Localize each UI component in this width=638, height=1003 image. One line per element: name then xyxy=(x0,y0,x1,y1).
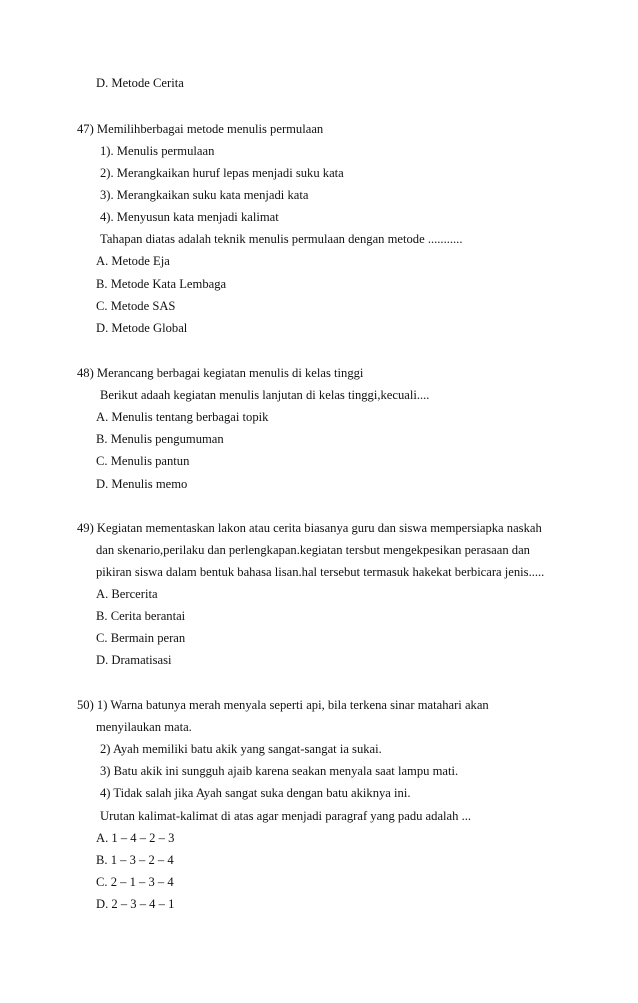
question-49-line: dan skenario,perilaku dan perlengkapan.kegiatan tersbut mengekpesikan perasaan dan xyxy=(96,543,530,557)
question-50-item: 2) Ayah memiliki batu akik yang sangat-sangat ia sukai. xyxy=(100,742,382,756)
question-50-option-b: B. 1 – 3 – 2 – 4 xyxy=(96,853,174,867)
question-49-option-d: D. Dramatisasi xyxy=(96,653,172,667)
question-50-item: 3) Batu akik ini sungguh ajaib karena seakan menyala saat lampu mati. xyxy=(100,764,459,778)
question-47-item: 1). Menulis permulaan xyxy=(100,144,215,158)
question-49-option-a: A. Bercerita xyxy=(96,587,158,601)
question-47-prompt: Tahapan diatas adalah teknik menulis permulaan dengan metode ........... xyxy=(100,232,463,246)
question-50-option-d: D. 2 – 3 – 4 – 1 xyxy=(96,897,175,911)
question-50-option-a: A. 1 – 4 – 2 – 3 xyxy=(96,831,175,845)
question-48-option-b: B. Menulis pengumuman xyxy=(96,432,224,446)
question-49-line: pikiran siswa dalam bentuk bahasa lisan.hal tersebut termasuk hakekat berbicara jenis..... xyxy=(96,565,545,579)
question-47-item: 4). Menyusun kata menjadi kalimat xyxy=(100,210,279,224)
question-50-option-c: C. 2 – 1 – 3 – 4 xyxy=(96,875,174,889)
question-48-prompt: Berikut adaah kegiatan menulis lanjutan di kelas tinggi,kecuali.... xyxy=(100,388,430,402)
question-47-item: 3). Merangkaikan suku kata menjadi kata xyxy=(100,188,309,202)
question-49-title: 49) Kegiatan mementaskan lakon atau cerita biasanya guru dan siswa mempersiapka naskah xyxy=(77,521,542,535)
question-50-title-continued: menyilaukan mata. xyxy=(96,720,192,734)
question-48-option-a: A. Menulis tentang berbagai topik xyxy=(96,410,269,424)
question-48-option-c: C. Menulis pantun xyxy=(96,454,190,468)
question-47-item: 2). Merangkaikan huruf lepas menjadi suku kata xyxy=(100,166,344,180)
question-47-option-a: A. Metode Eja xyxy=(96,254,170,268)
question-47-option-c: C. Metode SAS xyxy=(96,299,176,313)
question-50-title: 50) 1) Warna batunya merah menyala seperti api, bila terkena sinar matahari akan xyxy=(77,698,489,712)
question-50-prompt: Urutan kalimat-kalimat di atas agar menjadi paragraf yang padu adalah ... xyxy=(100,809,472,823)
question-48-option-d: D. Menulis memo xyxy=(96,477,188,491)
question-49-option-b: B. Cerita berantai xyxy=(96,609,186,623)
question-49-option-c: C. Bermain peran xyxy=(96,631,186,645)
option-d-previous: D. Metode Cerita xyxy=(96,76,184,90)
question-50-item: 4) Tidak salah jika Ayah sangat suka dengan batu akiknya ini. xyxy=(100,786,411,800)
question-47-option-b: B. Metode Kata Lembaga xyxy=(96,277,227,291)
question-47-option-d: D. Metode Global xyxy=(96,321,188,335)
question-47-title: 47) Memilihberbagai metode menulis permulaan xyxy=(77,122,324,136)
question-48-title: 48) Merancang berbagai kegiatan menulis di kelas tinggi xyxy=(77,366,364,380)
